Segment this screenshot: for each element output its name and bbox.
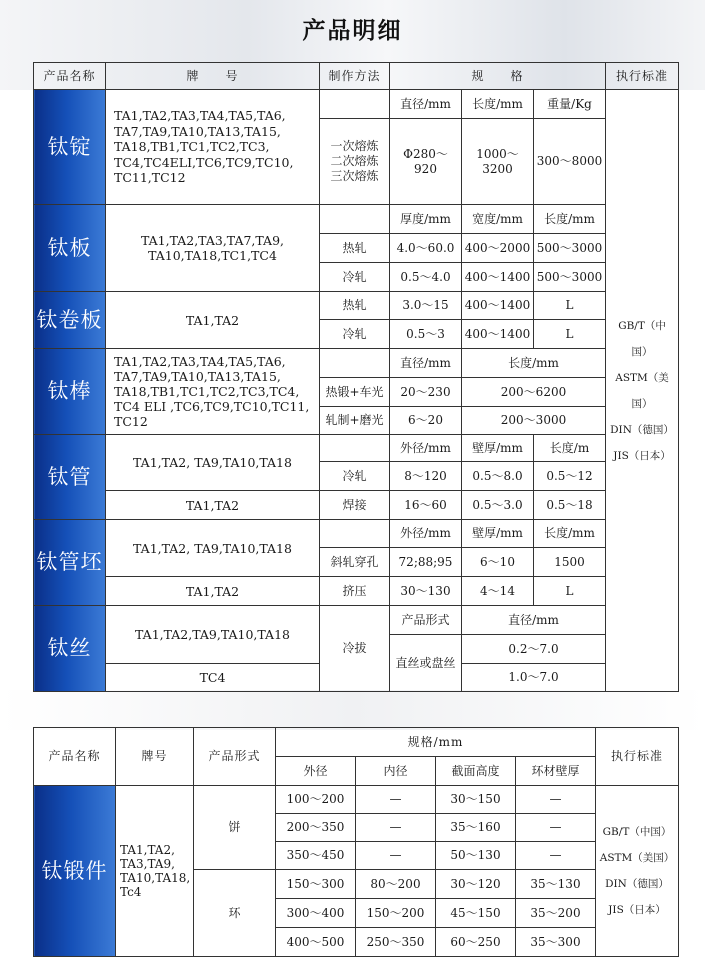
method-cell [320, 205, 390, 234]
table-row [34, 90, 679, 119]
spec-value: 1000～3200 [462, 119, 534, 205]
spec-value: 35～200 [516, 899, 596, 928]
spec-value: 1.0～7.0 [462, 664, 606, 692]
spec-value: 72;88;95 [390, 548, 462, 577]
category-bar: 钛棒 [34, 349, 106, 435]
grade-list: TA1,TA2,TA3,TA4,TA5,TA6, TA7,TA9,TA10,TA13,TA15, TA18,TB1,TC1,TC2,TC3, TC4,TC4ELI,TC6,TC9,TC10, TC11,TC12 [106, 90, 320, 205]
spec-value: Φ280～920 [390, 119, 462, 205]
spec-header: 宽度/mm [462, 205, 534, 234]
spec-value: 400～1400 [462, 292, 534, 320]
spec-value: — [356, 842, 436, 870]
spec-header: 重量/Kg [534, 90, 606, 119]
spec-value: 45～150 [436, 899, 516, 928]
spec-value: — [516, 814, 596, 842]
page-title: 产品明细 [302, 17, 403, 44]
category-forging: 钛锻件 [34, 786, 116, 957]
spec-value: 8～120 [390, 462, 462, 491]
spec-header: 直径/mm [390, 90, 462, 119]
method-cell: 一次熔炼 二次熔炼 三次熔炼 [320, 119, 390, 205]
category-wire: 钛丝 [34, 606, 106, 692]
category-billet: 钛管坯 [34, 520, 106, 606]
method-cell: 热轧 [320, 292, 390, 320]
table-header-row [34, 728, 679, 757]
spec-value: 6～10 [462, 548, 534, 577]
spec-value: 250～350 [356, 928, 436, 957]
spec-value: 3.0～15 [390, 292, 462, 320]
method-cell: 焊接 [320, 491, 390, 520]
grade-list: TA1,TA2 [106, 491, 320, 520]
header-grade: 牌 号 [106, 63, 320, 90]
product-detail-table [33, 62, 679, 692]
method-cell: 轧制+磨光 [320, 407, 390, 435]
table-row [34, 520, 679, 548]
grade-list: TA1,TA2 [106, 577, 320, 606]
product-form: 环 [194, 870, 276, 957]
header-section-height: 截面高度 [436, 757, 516, 786]
grade-list: TA1,TA2,TA3,TA7,TA9, TA10,TA18,TC1,TC4 [106, 205, 320, 292]
spec-value: 16～60 [390, 491, 462, 520]
spec-value: 150～300 [276, 870, 356, 899]
spec-header: 长度/mm [462, 90, 534, 119]
spec-header: 长度/mm [534, 205, 606, 234]
table-row [34, 606, 679, 635]
spec-header: 外径/mm [390, 520, 462, 548]
method-cell: 斜轧穿孔 [320, 548, 390, 577]
spec-value: 400～500 [276, 928, 356, 957]
method-cell: 冷拔 [320, 606, 390, 692]
spec-value: — [516, 786, 596, 814]
spec-value: 60～250 [436, 928, 516, 957]
category-coil: 钛卷板 [34, 292, 106, 349]
spec-value: 1500 [534, 548, 606, 577]
table-header-row [34, 63, 679, 90]
table-row [34, 292, 679, 320]
header-inner-dia: 内径 [356, 757, 436, 786]
spec-value: 200～350 [276, 814, 356, 842]
spec-value: L [534, 320, 606, 349]
spec-header: 产品形式 [390, 606, 462, 635]
grade-list: TA1,TA2 [106, 292, 320, 349]
spec-value: 0.2～7.0 [462, 635, 606, 664]
spec-value: 200～6200 [462, 378, 606, 407]
spec-value: 0.5～3 [390, 320, 462, 349]
product-form: 饼 [194, 786, 276, 870]
method-cell: 冷轧 [320, 462, 390, 491]
spec-value: 500～3000 [534, 234, 606, 263]
spec-value: 0.5～8.0 [462, 462, 534, 491]
separator-background [0, 690, 705, 730]
spec-value: 300～8000 [534, 119, 606, 205]
category-plate: 钛板 [34, 205, 106, 292]
spec-value: 30～150 [436, 786, 516, 814]
grade-list: TA1,TA2,TA9,TA10,TA18 [106, 606, 320, 664]
spec-value: — [356, 814, 436, 842]
category-ingot: 钛锭 [34, 90, 106, 205]
grade-list: TA1,TA2, TA3,TA9, TA10,TA18, Tc4 [116, 786, 194, 957]
header-spec: 规格/mm [276, 728, 596, 757]
table-row [34, 435, 679, 462]
grade-list: TA1,TA2, TA9,TA10,TA18 [106, 435, 320, 491]
method-cell: 热锻+车光 [320, 378, 390, 407]
method-cell: 冷轧 [320, 320, 390, 349]
spec-value: 500～3000 [534, 263, 606, 292]
spec-header: 壁厚/mm [462, 520, 534, 548]
spec-value: 50～130 [436, 842, 516, 870]
table-row [34, 205, 679, 234]
spec-value: 400～1400 [462, 320, 534, 349]
grade-list: TC4 [106, 664, 320, 692]
spec-value: 0.5～4.0 [390, 263, 462, 292]
table-row [34, 577, 679, 606]
spec-value: 100～200 [276, 786, 356, 814]
header-form: 产品形式 [194, 728, 276, 786]
spec-value: 400～1400 [462, 263, 534, 292]
spec-value: 150～200 [356, 899, 436, 928]
table-row [34, 349, 679, 378]
method-cell [320, 520, 390, 548]
standards-list: GB/T（中国） ASTM（美国） DIN（德国） JIS（日本） [606, 90, 679, 692]
header-outer-dia: 外径 [276, 757, 356, 786]
method-cell: 挤压 [320, 577, 390, 606]
spec-value: 30～130 [390, 577, 462, 606]
spec-header: 直径/mm [390, 349, 462, 378]
product-form: 直丝或盘丝 [390, 635, 462, 692]
table-row [34, 786, 679, 814]
spec-value: 30～120 [436, 870, 516, 899]
spec-value: — [356, 786, 436, 814]
spec-value: 200～3000 [462, 407, 606, 435]
header-grade: 牌号 [116, 728, 194, 786]
grade-list: TA1,TA2, TA9,TA10,TA18 [106, 520, 320, 577]
header-standard: 执行标准 [596, 728, 679, 786]
spec-value: 4～14 [462, 577, 534, 606]
spec-header: 直径/mm [462, 606, 606, 635]
grade-list: TA1,TA2,TA3,TA4,TA5,TA6, TA7,TA9,TA10,TA13,TA15, TA18,TB1,TC1,TC2,TC3,TC4, TC4 ELI ,TC6,TC9,TC10,TC11, TC12 [106, 349, 320, 435]
spec-value: 35～130 [516, 870, 596, 899]
method-cell [320, 349, 390, 378]
spec-value: 35～160 [436, 814, 516, 842]
header-product-name: 产品名称 [34, 63, 106, 90]
header-wall-thickness: 环材壁厚 [516, 757, 596, 786]
spec-header: 长度/mm [534, 520, 606, 548]
spec-value: 20～230 [390, 378, 462, 407]
spec-value: — [516, 842, 596, 870]
spec-value: 35～300 [516, 928, 596, 957]
spec-value: L [534, 577, 606, 606]
header-standard: 执行标准 [606, 63, 679, 90]
spec-value: L [534, 292, 606, 320]
header-product-name: 产品名称 [34, 728, 116, 786]
spec-header: 长度/mm [462, 349, 606, 378]
spec-header: 厚度/mm [390, 205, 462, 234]
spec-header: 外径/mm [390, 435, 462, 462]
spec-header: 长度/m [534, 435, 606, 462]
spec-value: 350～450 [276, 842, 356, 870]
category-tube: 钛管 [34, 435, 106, 520]
method-cell: 冷轧 [320, 263, 390, 292]
header-spec: 规 格 [390, 63, 606, 90]
spec-value: 0.5～18 [534, 491, 606, 520]
table-row [34, 491, 679, 520]
spec-header: 壁厚/mm [462, 435, 534, 462]
spec-value: 4.0～60.0 [390, 234, 462, 263]
method-cell [320, 435, 390, 462]
spec-value: 400～2000 [462, 234, 534, 263]
spec-value: 0.5～3.0 [462, 491, 534, 520]
standards-list: GB/T（中国） ASTM（美国） DIN（德国） JIS（日本） [596, 786, 679, 957]
spec-value: 6～20 [390, 407, 462, 435]
method-cell: 热轧 [320, 234, 390, 263]
spec-value: 0.5～12 [534, 462, 606, 491]
header-method: 制作方法 [320, 63, 390, 90]
spec-value: 300～400 [276, 899, 356, 928]
spec-value: 80～200 [356, 870, 436, 899]
forging-table [33, 727, 679, 957]
method-cell [320, 90, 390, 119]
